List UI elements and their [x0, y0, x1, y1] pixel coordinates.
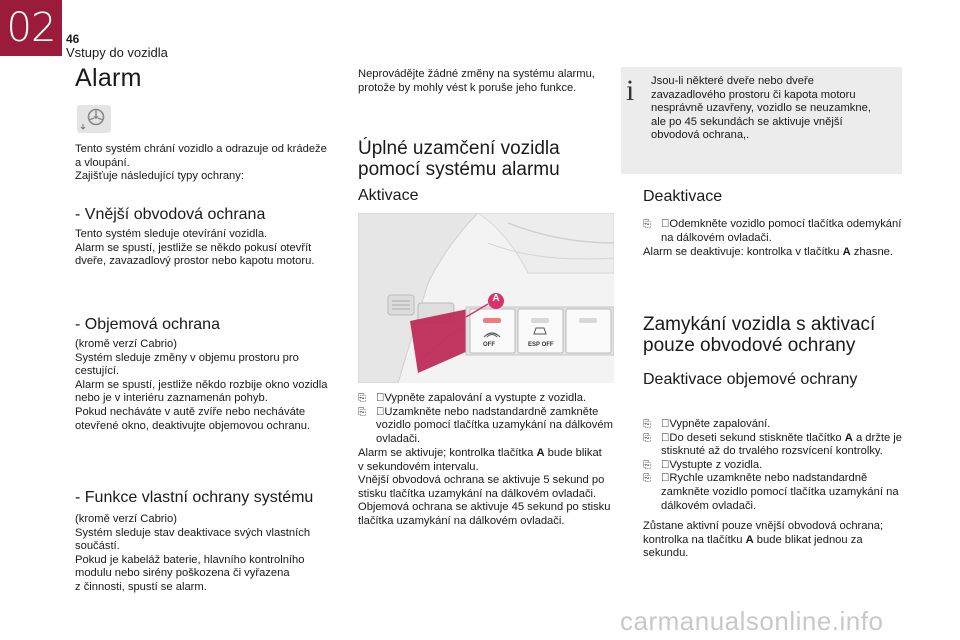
subtitle-volumetric-deactivation: Deaktivace objemové ochrany [643, 371, 858, 388]
button-ref-a: A [745, 533, 754, 546]
button-ref-a: A [844, 431, 853, 444]
page-title: Alarm [75, 64, 142, 92]
bullet-text: a držte je stisknuté až do trvalého rozsvícení kontrolky. [661, 431, 902, 458]
text-part: bude blikat jednou za sekundu. [643, 533, 863, 560]
chapter-title: Vstupy do vozidla [66, 45, 168, 60]
bullet-item [643, 418, 905, 432]
bullet-text: Rychle uzamkněte nebo nadstandardně zamkněte vozidlo pomocí tlačítka uzamykání na dálkovém ovladači. [661, 472, 899, 512]
text-part: bude blikat v sekundovém intervalu. Vnější obvodová ochrana se aktivuje 5 sekund po stisku tlačítka uzamykání na dálkovém ovladači. Objemová ochrana se aktivuje 45 sekund po stisku tlačítka uzamykání na dálkovém ovladači. [358, 447, 611, 527]
activation-bullets [358, 392, 620, 446]
bullet-icon: ⎘ [643, 459, 651, 471]
page-number: 46 [66, 32, 80, 46]
bullet-icon: ⎘ [643, 419, 651, 430]
info-text: Jsou-li některé dveře nebo dveře zavazadlového prostoru či kapota motoru nesprávně uzavřeny, vozidlo se neuzamkne, ale po 45 sekundách se aktivuje vnější obvodová ochrana,. [651, 75, 871, 142]
text-part: Alarm se deaktivuje: kontrolka v tlačítku [643, 246, 843, 258]
bullet-icon: ⎘ [643, 432, 651, 444]
deactivation-text [643, 246, 905, 260]
chapter-tab: 02 [0, 0, 62, 56]
final-text [643, 520, 905, 561]
text-part: Alarm se aktivuje; kontrolka tlačítka [358, 447, 537, 459]
bullet-text: Vypněte zapalování a vystupte z vozidla. [384, 392, 587, 404]
section-heading-volumetric: - Objemová ochrana [75, 316, 220, 333]
bullet-item [358, 406, 620, 447]
bullet-text: Vypněte zapalování. [669, 418, 771, 430]
watermark: carmanualsonline.info [620, 606, 884, 636]
activation-text [358, 447, 620, 529]
bullet-item [643, 459, 905, 473]
volumetric-bullets [643, 418, 905, 513]
section-title-perimeter-lock: Zamykání vozidla s aktivací pouze obvodové ochrany [643, 314, 876, 356]
text-part: Zůstane aktivní pouze vnější obvodová ochrana; kontrolka na tlačítku [643, 520, 884, 546]
section-text-self-protection: (kromě verzí Cabrio) Systém sleduje stav deaktivace svých vlastních součástí. Pokud je kabeláž baterie, hlavního kontrolního modulu nebo sirény poškozena či vyřazena z činnosti, spustí se alarm. [75, 513, 311, 593]
deactivation-bullet [643, 218, 923, 245]
subtitle-activation: Aktivace [358, 187, 419, 204]
section-heading-self-protection: - Funkce vlastní ochrany systému [75, 489, 314, 506]
button-ref-a: A [536, 447, 545, 459]
dashboard-figure [358, 213, 614, 383]
bullet-item [643, 432, 905, 459]
button-ref-a: A [842, 246, 851, 258]
subtitle-deactivation: Deaktivace [643, 188, 723, 205]
alarm-icon [76, 104, 112, 134]
callout-a: A [492, 293, 500, 304]
bullet-text: Do deseti sekund stiskněte tlačítko [669, 431, 845, 444]
bullet-text: Uzamkněte nebo nadstandardně zamkněte vozidlo pomocí tlačítka uzamykání na dálkovém ovladači. [376, 405, 613, 445]
intro-text: Tento systém chrání vozidlo a odrazuje od krádeže a vloupání. Zajišťuje následující typy ochrany: [75, 143, 327, 183]
section-text-perimeter: Tento systém sleduje otevírání vozidla. Alarm se spustí, jestliže se někdo pokusí otevřít dveře, zavazadlový prostor nebo kapotu motoru. [75, 228, 315, 268]
bullet-icon: ⎘ [358, 406, 366, 418]
info-icon: i [626, 74, 635, 107]
bullet-text: Vystupte z vozidla. [669, 458, 763, 471]
bullet-icon: ⎘ [643, 219, 651, 230]
warning-text: Neprovádějte žádné změny na systému alarmu, protože by mohly vést k poruše jeho funkce. [358, 68, 595, 94]
section-title-full-lock: Úplné uzamčení vozidla pomocí systému alarmu [358, 138, 560, 180]
bullet-icon: ⎘ [643, 473, 651, 485]
bullet-text: Odemkněte vozidlo pomocí tlačítka odemykání na dálkovém ovladači. [661, 218, 902, 244]
section-heading-perimeter: - Vnější obvodová ochrana [75, 206, 266, 223]
section-text-volumetric: (kromě verzí Cabrio) Systém sleduje změny v objemu prostoru pro cestující. Alarm se spustí, jestliže někdo rozbije okno vozidla nebo je v interiéru zaznamenán pohyb. Pokud necháváte v autě zvíře nebo necháváte otevřené okno, deaktivujte objemovou ochranu. [75, 338, 328, 432]
button-label-off: OFF [483, 342, 495, 348]
text-part: zhasne. [850, 246, 893, 258]
button-label-esp-off: ESP OFF [528, 342, 554, 348]
bullet-item [643, 472, 905, 513]
bullet-icon: ⎘ [358, 393, 366, 404]
bullet-item [358, 392, 620, 406]
